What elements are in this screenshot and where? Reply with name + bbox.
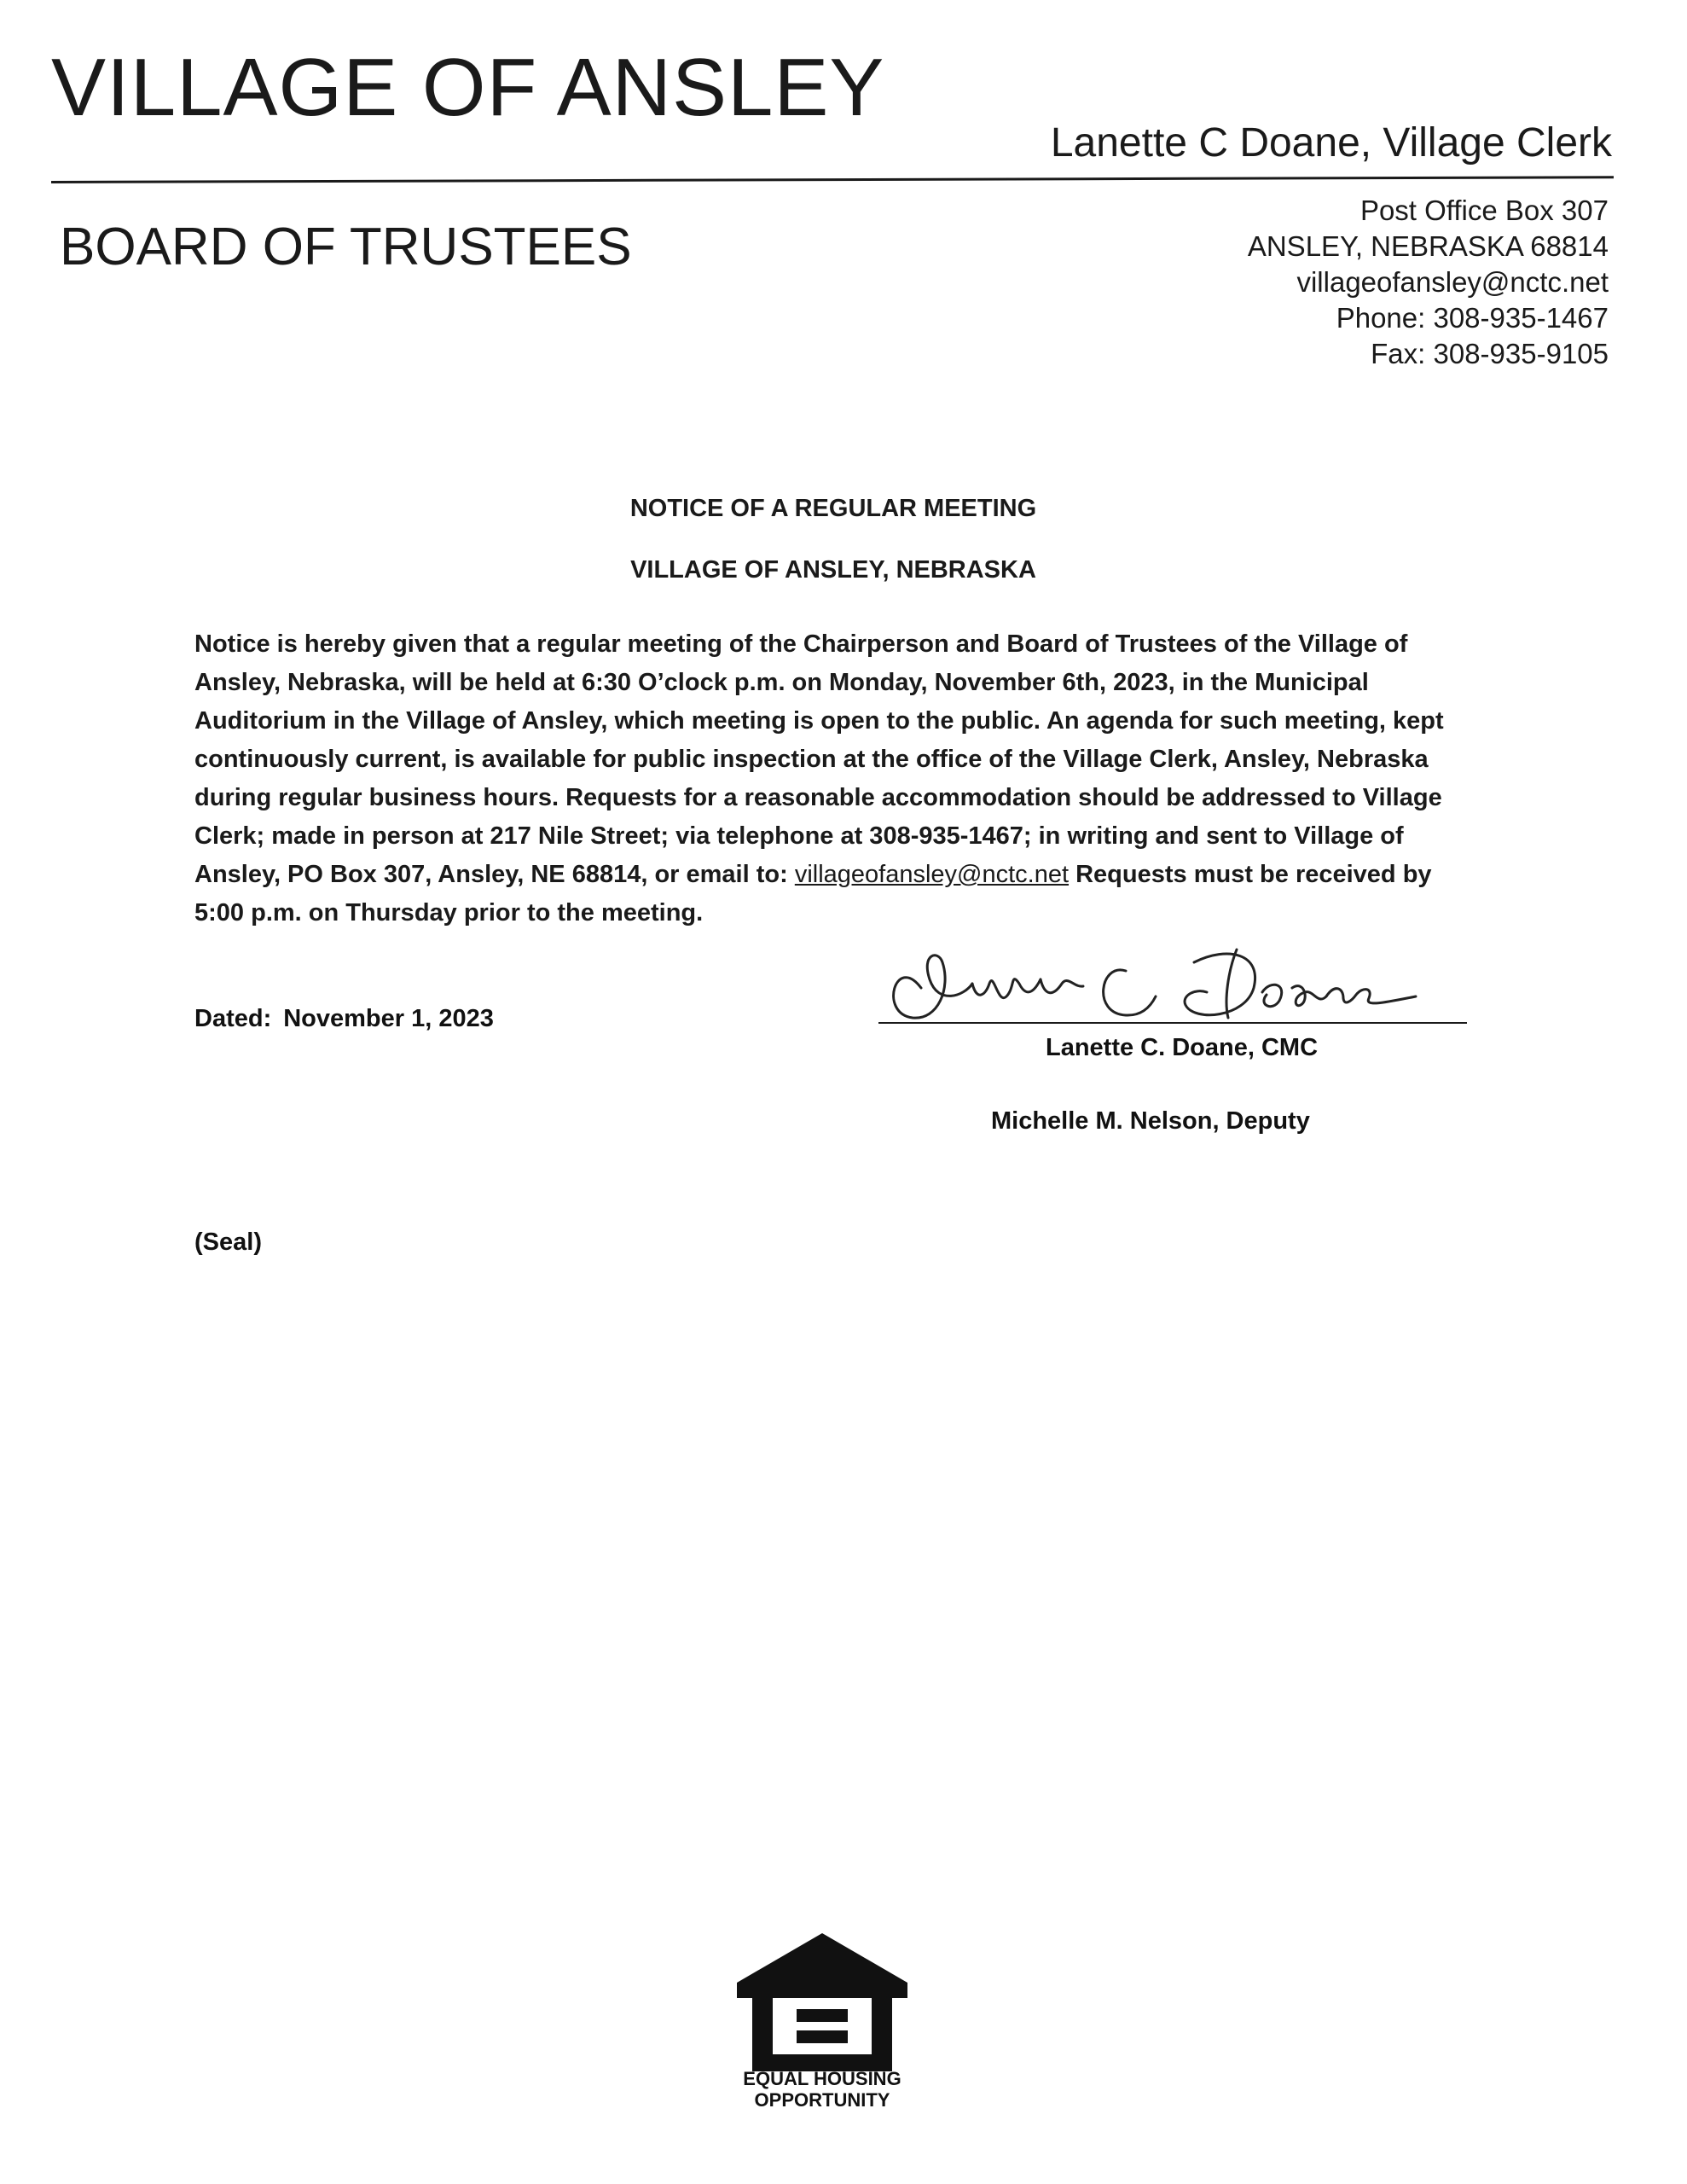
equal-housing-icon bbox=[732, 1930, 913, 2073]
dated-line bbox=[194, 1005, 494, 1033]
equal-housing-line2: OPPORTUNITY bbox=[754, 2089, 890, 2111]
clerk-name: Lanette C Doane, Village Clerk bbox=[1050, 120, 1612, 166]
contact-fax: Fax: 308-935-9105 bbox=[1371, 338, 1609, 369]
deputy-name: Michelle M. Nelson, Deputy bbox=[991, 1107, 1310, 1135]
signature-line bbox=[878, 1022, 1467, 1024]
signer-name: Lanette C. Doane, CMC bbox=[1046, 1034, 1319, 1061]
header-divider bbox=[51, 176, 1614, 183]
village-title: VILLAGE OF ANSLEY bbox=[51, 42, 885, 133]
board-title: BOARD OF TRUSTEES bbox=[60, 218, 632, 276]
notice-body-text: Notice is hereby given that a regular meeting of the Chairperson and Board of Trustees of the Village of Ansley, Nebraska, will be held at 6:30 O’clock p.m. on Monday, November 6th, 2023, in the Municipal Auditorium in the Village of Ansley, which meeting is open to the public. An agenda for such meeting, kept continuously current, is available for public inspection at the office of the Village Clerk, Ansley, Nebraska during regular business hours. Requests for a reasonable accommodation should be addressed to Village Clerk; made in person at 217 Nile Street; via telephone at 308-935-1467; in writing and sent to Village of Ansley, PO Box 307, Ansley, NE 68814, or email to: bbox=[194, 630, 1444, 888]
notice-email-link[interactable]: villageofansley@nctc.net bbox=[794, 861, 1070, 888]
seal-label: (Seal) bbox=[194, 1228, 262, 1256]
contact-block bbox=[1248, 193, 1609, 372]
handwritten-signature bbox=[870, 937, 1467, 1031]
city-state-zip: ANSLEY, NEBRASKA 68814 bbox=[1247, 230, 1609, 262]
contact-email: villageofansley@nctc.net bbox=[1296, 266, 1609, 298]
notice-body bbox=[194, 625, 1474, 932]
dated-label: Dated: bbox=[194, 1005, 272, 1032]
notice-closing-text: Requests must be received by 5:00 p.m. on Thursday prior to the meeting. bbox=[194, 861, 1432, 926]
notice-subtitle: VILLAGE OF ANSLEY, NEBRASKA bbox=[630, 556, 1036, 584]
contact-phone: Phone: 308-935-1467 bbox=[1336, 302, 1609, 334]
notice-title: NOTICE OF A REGULAR MEETING bbox=[629, 495, 1037, 522]
dated-value: November 1, 2023 bbox=[283, 1005, 494, 1032]
equal-housing-text bbox=[673, 2068, 971, 2111]
po-box: Post Office Box 307 bbox=[1359, 195, 1609, 226]
equal-housing-line1: EQUAL HOUSING bbox=[743, 2068, 901, 2089]
